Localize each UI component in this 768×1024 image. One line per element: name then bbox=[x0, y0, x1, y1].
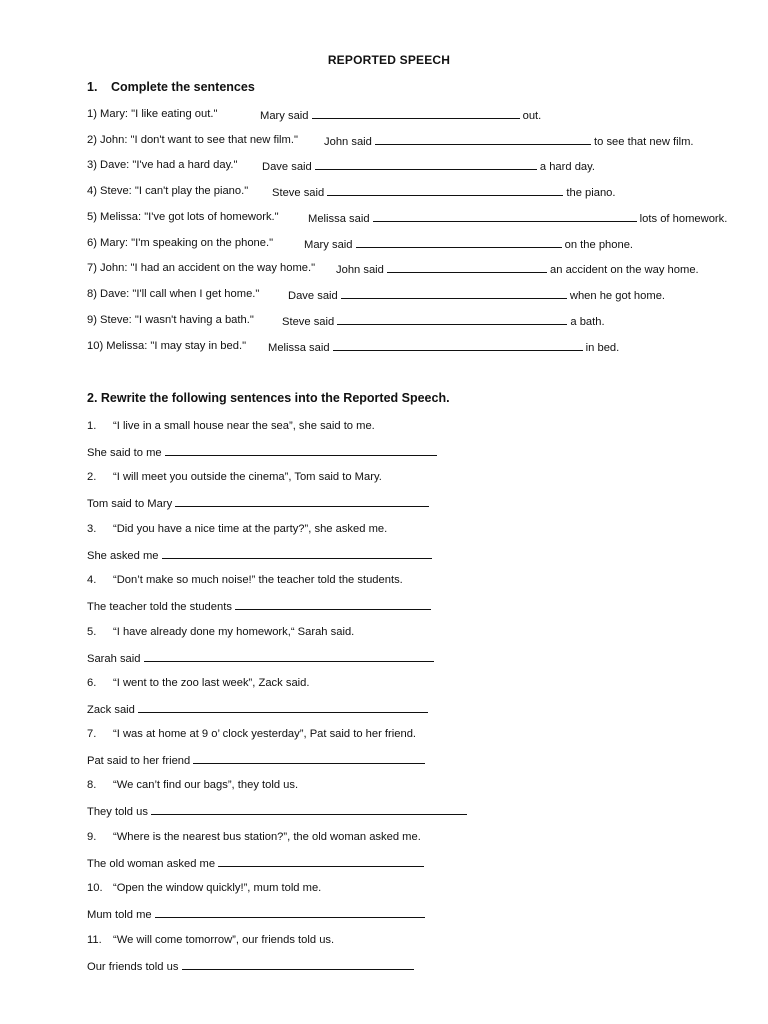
answer-lead: Pat said to her friend bbox=[87, 755, 191, 767]
section2-answer-line bbox=[87, 701, 428, 717]
item-quote: “Don’t make so much noise!” the teacher told the students. bbox=[113, 574, 403, 586]
item-prompt: 2) John: "I don't want to see that new film." bbox=[87, 134, 298, 146]
section1-heading-number: 1. bbox=[87, 80, 98, 94]
page-title: REPORTED SPEECH bbox=[327, 53, 451, 67]
section1-item bbox=[87, 133, 694, 148]
section1-item bbox=[87, 184, 616, 199]
section2-item bbox=[87, 778, 298, 792]
item-prompt: 4) Steve: "I can't play the piano." bbox=[87, 185, 249, 197]
section2-answer-line bbox=[87, 752, 425, 768]
item-quote: “Open the window quickly!”, mum told me. bbox=[113, 882, 322, 894]
item-ending: when he got home. bbox=[569, 290, 666, 302]
item-prompt: 3) Dave: "I've had a hard day." bbox=[87, 159, 238, 171]
item-answer-area bbox=[304, 236, 633, 252]
answer-blank[interactable] bbox=[337, 313, 567, 325]
answer-blank[interactable] bbox=[235, 598, 431, 610]
answer-blank[interactable] bbox=[182, 958, 414, 970]
answer-blank[interactable] bbox=[387, 261, 547, 273]
answer-lead: Tom said to Mary bbox=[87, 498, 173, 510]
item-number: 1. bbox=[87, 420, 97, 432]
item-number: 11. bbox=[87, 934, 102, 946]
section2-item bbox=[87, 419, 375, 433]
item-prompt: 1) Mary: "I like eating out." bbox=[87, 108, 218, 120]
answer-lead: The teacher told the students bbox=[87, 601, 232, 613]
item-ending: a bath. bbox=[570, 316, 605, 328]
section2-item bbox=[87, 573, 403, 587]
item-lead: Dave said bbox=[262, 161, 312, 173]
item-ending: a hard day. bbox=[539, 161, 596, 173]
item-prompt: 8) Dave: "I'll call when I get home." bbox=[87, 288, 260, 300]
item-answer-area bbox=[336, 261, 699, 277]
item-number: 2. bbox=[87, 471, 97, 483]
answer-blank[interactable] bbox=[193, 752, 425, 764]
answer-lead: The old woman asked me bbox=[87, 858, 216, 870]
item-prompt: 9) Steve: "I wasn't having a bath." bbox=[87, 314, 254, 326]
section2-answer-line bbox=[87, 906, 425, 922]
item-quote: “We can’t find our bags”, they told us. bbox=[113, 779, 299, 791]
item-prompt: 6) Mary: "I'm speaking on the phone." bbox=[87, 237, 274, 249]
item-number: 6. bbox=[87, 677, 97, 689]
answer-blank[interactable] bbox=[144, 650, 434, 662]
answer-blank[interactable] bbox=[312, 107, 520, 119]
item-lead: Steve said bbox=[282, 316, 335, 328]
answer-blank[interactable] bbox=[375, 133, 591, 145]
answer-blank[interactable] bbox=[138, 701, 428, 713]
item-quote: “We will come tomorrow”, our friends told us. bbox=[113, 934, 335, 946]
item-prompt: 10) Melissa: "I may stay in bed." bbox=[87, 340, 247, 352]
section1-item bbox=[87, 210, 728, 225]
section1-item bbox=[87, 261, 699, 276]
item-answer-area bbox=[262, 158, 595, 174]
item-ending: on the phone. bbox=[564, 239, 634, 251]
answer-blank[interactable] bbox=[315, 158, 537, 170]
section2-item bbox=[87, 881, 321, 895]
section1-heading bbox=[87, 80, 255, 94]
item-ending: out. bbox=[522, 110, 542, 122]
answer-lead: She asked me bbox=[87, 550, 159, 562]
item-ending: lots of homework. bbox=[639, 213, 728, 225]
answer-blank[interactable] bbox=[327, 184, 563, 196]
section2-answer-line bbox=[87, 803, 467, 819]
item-number: 8. bbox=[87, 779, 97, 791]
item-quote: “I was at home at 9 o’ clock yesterday”, Pat said to her friend. bbox=[113, 728, 417, 740]
section2-answer-line bbox=[87, 547, 432, 563]
section2-item bbox=[87, 625, 354, 639]
section2-item bbox=[87, 676, 310, 690]
answer-blank[interactable] bbox=[373, 210, 637, 222]
answer-lead: Our friends told us bbox=[87, 961, 179, 973]
section2-item bbox=[87, 727, 416, 741]
item-quote: “I will meet you outside the cinema”, Tom said to Mary. bbox=[113, 471, 382, 483]
section2-heading: 2. Rewrite the following sentences into the Reported Speech. bbox=[87, 391, 450, 405]
item-quote: “Did you have a nice time at the party?”, she asked me. bbox=[113, 523, 388, 535]
answer-lead: Zack said bbox=[87, 704, 135, 716]
section2-answer-line bbox=[87, 495, 429, 511]
section2-item bbox=[87, 470, 382, 484]
answer-blank[interactable] bbox=[175, 495, 429, 507]
section2-answer-line bbox=[87, 650, 434, 666]
item-ending: to see that new film. bbox=[594, 136, 694, 148]
item-quote: “I live in a small house near the sea”, she said to me. bbox=[113, 420, 375, 432]
item-prompt: 7) John: "I had an accident on the way home." bbox=[87, 262, 316, 274]
item-lead: John said bbox=[324, 136, 372, 148]
section1-heading-text: Complete the sentences bbox=[111, 80, 255, 94]
section2-answer-line bbox=[87, 598, 431, 614]
answer-blank[interactable] bbox=[333, 339, 583, 351]
item-quote: “I have already done my homework,“ Sarah said. bbox=[113, 626, 355, 638]
item-lead: Melissa said bbox=[268, 342, 330, 354]
item-answer-area bbox=[282, 313, 605, 329]
section1-item bbox=[87, 313, 605, 328]
answer-lead: Mum told me bbox=[87, 909, 152, 921]
item-answer-area bbox=[288, 287, 665, 303]
item-answer-area bbox=[260, 107, 541, 123]
section2-answer-line bbox=[87, 855, 424, 871]
item-lead: Steve said bbox=[272, 187, 325, 199]
item-lead: Melissa said bbox=[308, 213, 370, 225]
section1-item bbox=[87, 287, 666, 302]
item-ending: the piano. bbox=[566, 187, 616, 199]
item-lead: Mary said bbox=[304, 239, 353, 251]
section1-item bbox=[87, 107, 542, 122]
section2-item bbox=[87, 933, 334, 947]
item-lead: Mary said bbox=[260, 110, 309, 122]
item-number: 7. bbox=[87, 728, 97, 740]
item-answer-area bbox=[324, 133, 694, 149]
section1-item bbox=[87, 339, 620, 354]
item-prompt: 5) Melissa: "I've got lots of homework." bbox=[87, 211, 279, 223]
item-number: 9. bbox=[87, 831, 97, 843]
item-number: 10. bbox=[87, 882, 103, 894]
item-number: 4. bbox=[87, 574, 97, 586]
answer-blank[interactable] bbox=[165, 444, 437, 456]
item-lead: John said bbox=[336, 264, 384, 276]
answer-lead: She said to me bbox=[87, 447, 162, 459]
item-ending: an accident on the way home. bbox=[550, 264, 699, 276]
item-ending: in bed. bbox=[585, 342, 620, 354]
item-quote: “Where is the nearest bus station?”, the old woman asked me. bbox=[113, 831, 421, 843]
answer-lead: They told us bbox=[87, 806, 148, 818]
answer-blank[interactable] bbox=[162, 547, 432, 559]
item-number: 3. bbox=[87, 523, 97, 535]
item-number: 5. bbox=[87, 626, 97, 638]
section2-item bbox=[87, 522, 387, 536]
section1-item bbox=[87, 158, 596, 173]
section2-item bbox=[87, 830, 421, 844]
answer-blank[interactable] bbox=[356, 236, 562, 248]
section2-answer-line bbox=[87, 444, 437, 460]
answer-lead: Sarah said bbox=[87, 653, 141, 665]
section1-item bbox=[87, 236, 634, 251]
answer-blank[interactable] bbox=[218, 855, 424, 867]
item-answer-area bbox=[272, 184, 616, 200]
answer-blank[interactable] bbox=[341, 287, 567, 299]
answer-blank[interactable] bbox=[155, 906, 425, 918]
item-answer-area bbox=[268, 339, 619, 355]
item-quote: “I went to the zoo last week”, Zack said. bbox=[113, 677, 310, 689]
section2-answer-line bbox=[87, 958, 414, 974]
item-lead: Dave said bbox=[288, 290, 338, 302]
answer-blank[interactable] bbox=[151, 803, 467, 815]
item-answer-area bbox=[308, 210, 727, 226]
